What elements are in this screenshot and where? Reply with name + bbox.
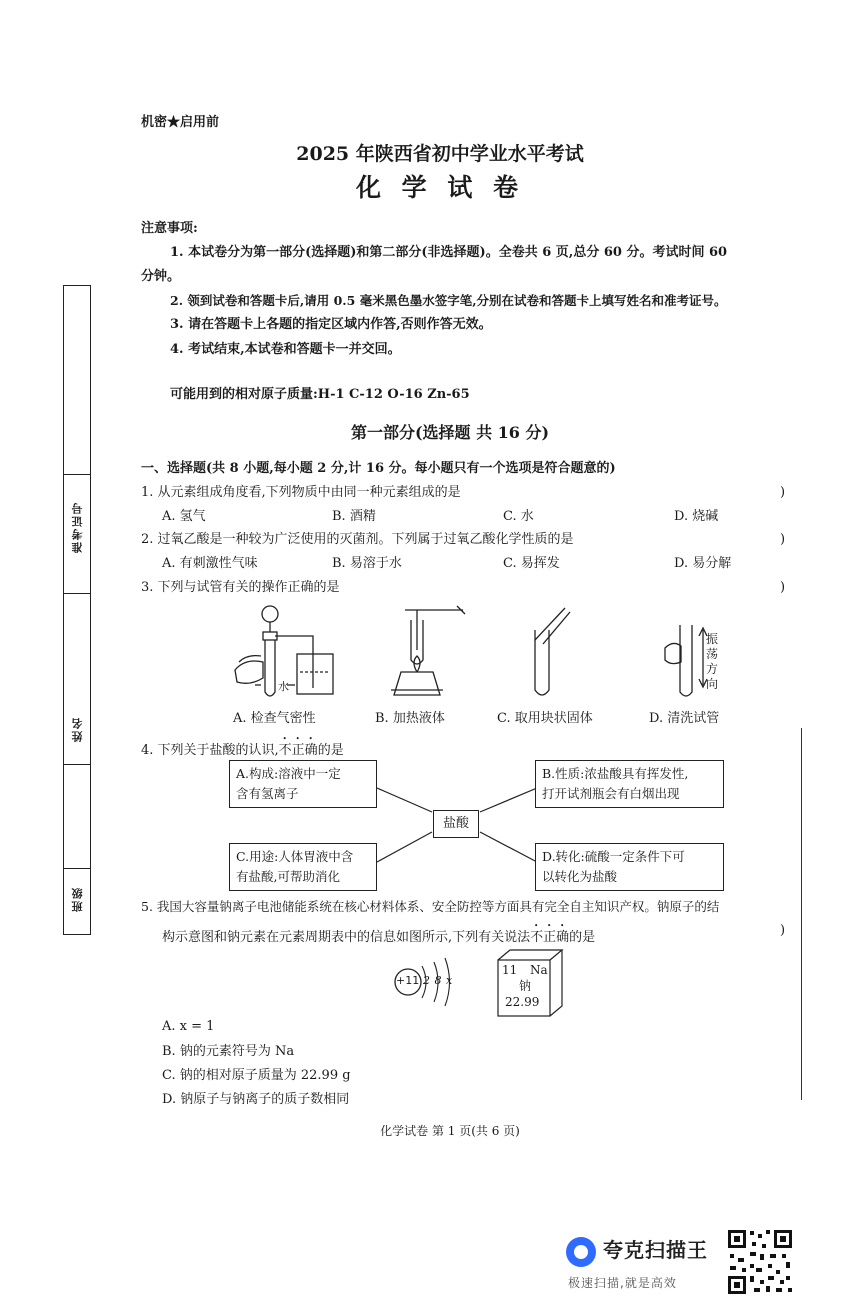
binding-divider (64, 868, 90, 869)
q2-option-d: D. 易分解 (674, 556, 732, 571)
q4-box-a-line: A.构成:溶液中一定 (236, 766, 341, 781)
qr-code-icon (726, 1228, 794, 1296)
secret-label: 机密★启用前 (141, 115, 220, 130)
note-item: 3. 请在答题卡上各题的指定区域内作答,否则作答无效。 (170, 317, 492, 332)
q2-option-b: B. 易溶于水 (332, 556, 402, 571)
exam-title: 2025 年陕西省初中学业水平考试 (296, 143, 584, 165)
q2-option-a: A. 有刺激性气味 (162, 556, 258, 571)
q4-box-a (229, 760, 377, 808)
q3-stem: 3. 下列与试管有关的操作正确的是 (141, 580, 340, 595)
q4-box-b (535, 760, 724, 808)
note-item: 分钟。 (141, 269, 181, 284)
q2-option-c: C. 易挥发 (503, 556, 560, 571)
washing-figure (665, 625, 707, 696)
q5-stem-line1: 5. 我国大容量钠离子电池储能系统在核心材料体系、安全防控等方面具有完全自主知识产权。钠原子的结 (141, 899, 720, 914)
q3-option-b: B. 加热液体 (375, 711, 445, 726)
q4-stem (141, 735, 344, 760)
element-mass: 22.99 (505, 995, 540, 1009)
scanner-logo-icon (566, 1237, 596, 1267)
q5-option-b: B. 钠的元素符号为 Na (162, 1044, 295, 1059)
q4-box-c-line: 有盐酸,可帮助消化 (236, 869, 340, 884)
q5-stem-line2 (162, 922, 595, 947)
q4-box-d-line: 以转化为盐酸 (542, 869, 618, 884)
binding-divider (64, 764, 90, 765)
scanner-slogan: 极速扫描,就是高效 (568, 1276, 677, 1290)
binding-strip (63, 285, 91, 935)
q2-stem: 2. 过氧乙酸是一种较为广泛使用的灭菌剂。下列属于过氧乙酸化学性质的是 (141, 532, 574, 547)
exam-number-label: 准考证号 (71, 501, 84, 553)
q4-stem-part: 的是 (317, 743, 344, 758)
scanner-brand: 夸克扫描王 (603, 1238, 708, 1262)
q5-option-d: D. 钠原子与钠离子的质子数相同 (162, 1092, 350, 1107)
q4-box-b-line: B.性质:浓盐酸具有挥发性, (542, 766, 689, 781)
q1-stem: 1. 从元素组成角度看,下列物质中由同一种元素组成的是 (141, 485, 461, 500)
q5-option-a: A. x = 1 (162, 1019, 215, 1034)
q3-illustrations (225, 600, 745, 705)
q4-box-b-line: 打开试剂瓶会有白烟出现 (542, 786, 680, 801)
q3-option-c: C. 取用块状固体 (497, 711, 593, 726)
element-number: 11 (502, 963, 518, 977)
q1-option-a: A. 氢气 (162, 509, 206, 524)
tube-figure (535, 608, 570, 695)
subject-title: 化 学 试 卷 (355, 173, 525, 202)
atomic-masses: 可能用到的相对原子质量:H-1 C-12 O-16 Zn-65 (170, 387, 470, 402)
q4-stem-part: 4. 下列关于盐酸的认识, (141, 743, 279, 758)
shake-direction-label: 振荡方向 (706, 632, 719, 691)
part1-title: 第一部分(选择题 共 16 分) (350, 423, 550, 442)
heating-figure (391, 606, 465, 695)
q4-stem-emphasis: 不正确 (278, 743, 318, 758)
q1-paren: ) (780, 485, 786, 500)
q5-option-c: C. 钠的相对原子质量为 22.99 g (162, 1068, 351, 1083)
element-name: 钠 (519, 979, 532, 993)
q3-paren: ) (780, 580, 786, 595)
class-label: 班级 (71, 886, 84, 912)
q5-stem-part: 构示意图和钠元素在元素周期表中的信息如图所示,下列有关说法 (162, 930, 531, 945)
electron-shells: 2 8 x (423, 974, 453, 987)
right-margin-line (801, 728, 802, 1100)
element-symbol: Na (530, 963, 548, 977)
binding-divider (64, 593, 90, 594)
nucleus-charge: +11 (396, 974, 420, 987)
q5-stem-part: 的是 (569, 930, 596, 945)
note-item: 1. 本试卷分为第一部分(选择题)和第二部分(非选择题)。全卷共 6 页,总分 60 分。考试时间 60 (170, 245, 728, 260)
q4-box-c-line: C.用途:人体胃液中含 (236, 849, 354, 864)
q2-paren: ) (780, 532, 786, 547)
q4-box-d-line: D.转化:硫酸一定条件下可 (542, 849, 685, 864)
note-item: 2. 领到试卷和答题卡后,请用 0.5 毫米黑色墨水签字笔,分别在试卷和答题卡上填写姓名和准考证号。 (170, 293, 727, 308)
q1-option-d: D. 烧碱 (674, 509, 719, 524)
q3-option-a: A. 检查气密性 (233, 711, 316, 726)
q4-box-c (229, 843, 377, 891)
q1-option-c: C. 水 (503, 509, 534, 524)
q4-center-box: 盐酸 (433, 810, 479, 838)
notes-heading: 注意事项: (141, 221, 198, 236)
q3-option-d: D. 清洗试管 (649, 711, 720, 726)
page-footer: 化学试卷 第 1 页(共 6 页) (380, 1124, 520, 1138)
binding-divider (64, 474, 90, 475)
q1-option-b: B. 酒精 (332, 509, 376, 524)
name-label: 姓名 (71, 716, 84, 742)
q5-paren: ) (780, 923, 786, 938)
water-label: 水 (278, 680, 289, 693)
note-item: 4. 考试结束,本试卷和答题卡一并交回。 (170, 342, 401, 357)
q4-box-a-line: 含有氢离子 (236, 786, 299, 801)
q4-box-d (535, 843, 724, 891)
q5-stem-emphasis: 不正确 (530, 930, 570, 945)
section-heading: 一、选择题(共 8 小题,每小题 2 分,计 16 分。每小题只有一个选项是符合题意的) (141, 461, 616, 476)
